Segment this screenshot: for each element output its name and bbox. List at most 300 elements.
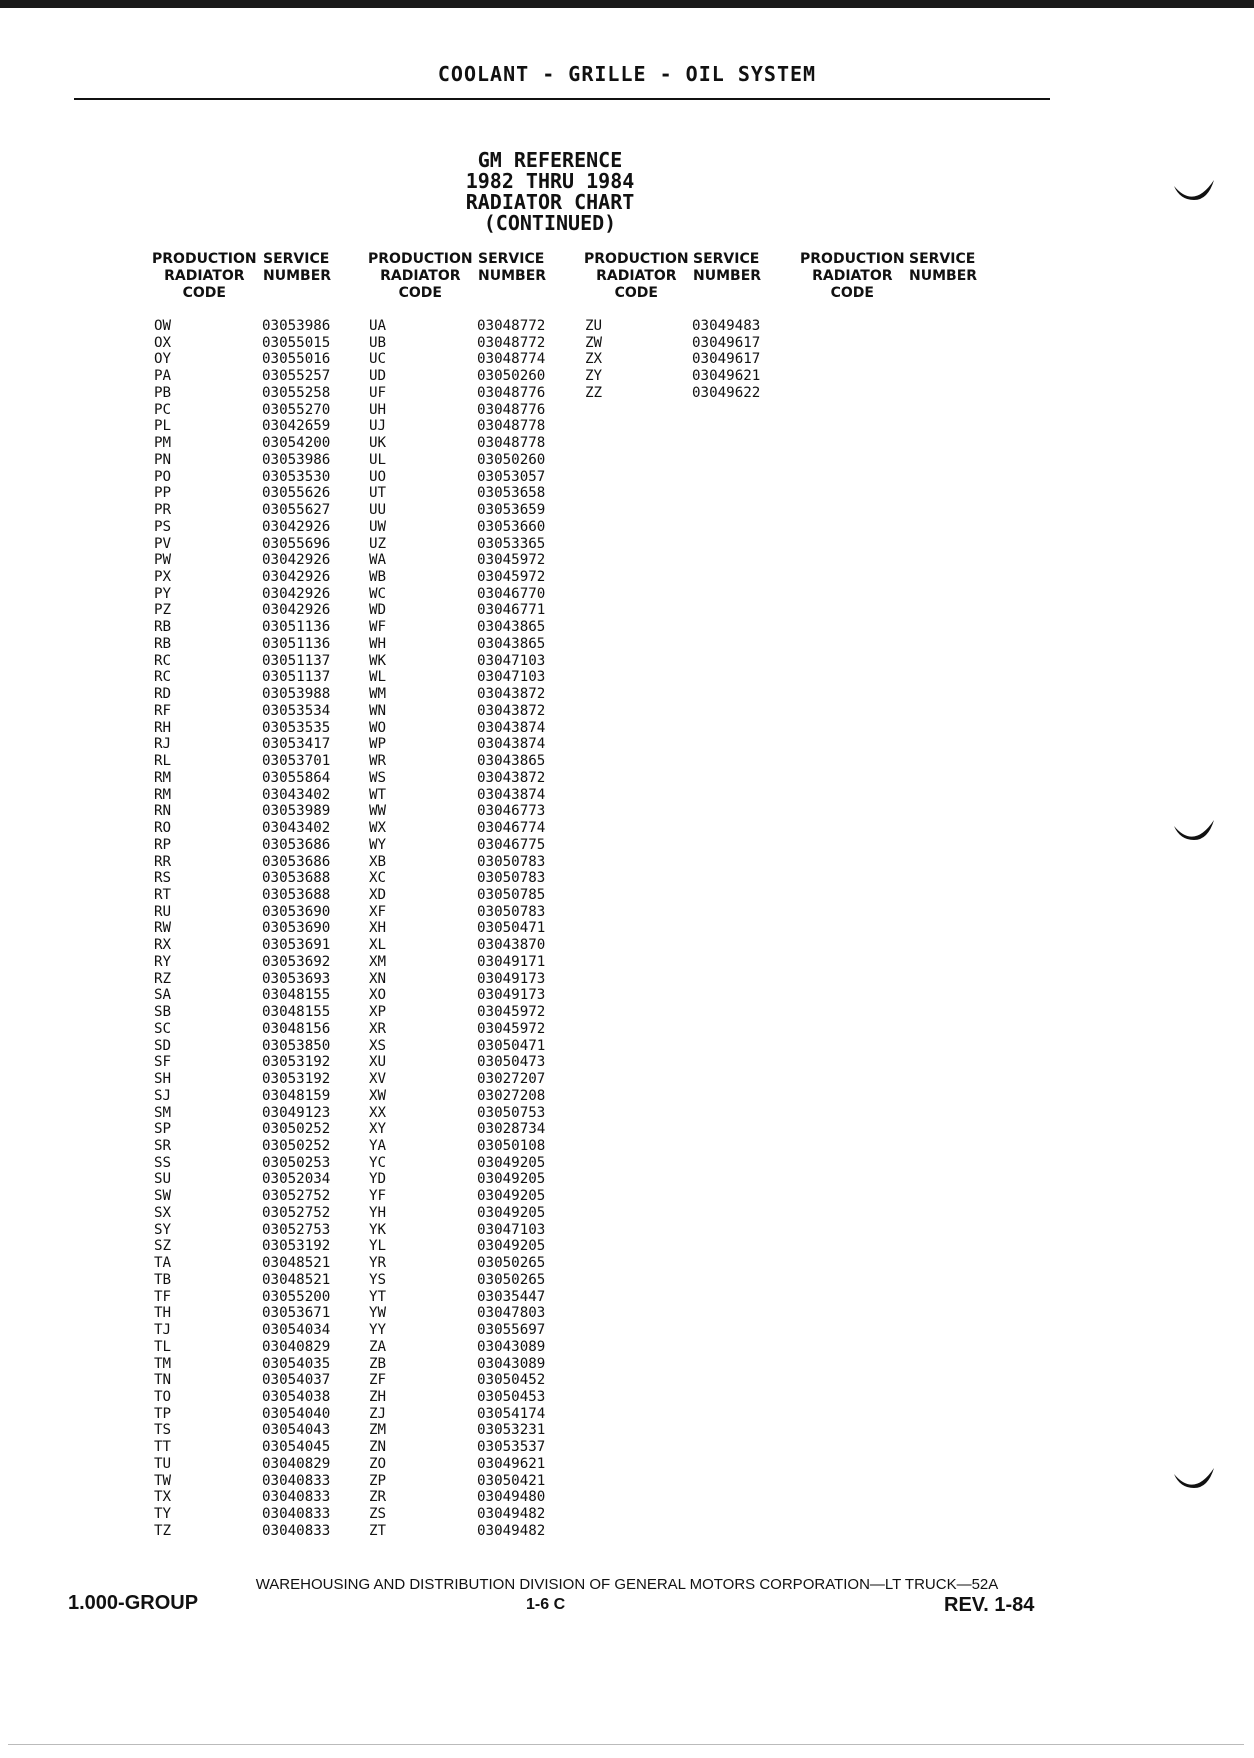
radiator-code-cell: PN (154, 451, 172, 468)
service-number-cell: 03040829 (262, 1338, 331, 1355)
service-number-cell: 03043874 (477, 736, 546, 753)
service-number-cell: 03051136 (262, 619, 331, 636)
service-number-cell: 03050452 (477, 1372, 546, 1389)
service-number-cell: 03050471 (477, 920, 546, 937)
service-number-cell: 03047803 (477, 1305, 546, 1322)
service-number-cell: 03043402 (262, 786, 331, 803)
service-number-cell: 03053365 (477, 535, 546, 552)
service-number-cell: 03049173 (477, 987, 546, 1004)
radiator-code-cell: WH (369, 635, 387, 652)
radiator-code-cell: RN (154, 803, 172, 820)
radiator-code-cell: WS (369, 769, 387, 786)
top-border (0, 0, 1254, 8)
header-divider (74, 98, 1050, 100)
radiator-code-cell: RO (154, 820, 172, 837)
service-number-cell: 03049205 (477, 1188, 546, 1205)
radiator-code-cell: XO (369, 987, 387, 1004)
radiator-code-cell: OY (154, 351, 172, 368)
radiator-code-cell: TM (154, 1355, 172, 1372)
service-number-cell: 03045972 (477, 1004, 546, 1021)
service-number-cell: 03055626 (262, 485, 331, 502)
radiator-code-cell: XM (369, 953, 387, 970)
radiator-code-cell: RR (154, 853, 172, 870)
service-number-cell: 03054200 (262, 435, 331, 452)
col1-codes (154, 318, 171, 1540)
service-number-cell: 03042926 (262, 569, 331, 586)
radiator-code-cell: PO (154, 468, 172, 485)
service-number-cell: 03055864 (262, 769, 331, 786)
service-number-cell: 03042926 (262, 602, 331, 619)
service-number-cell: 03049482 (477, 1522, 546, 1539)
service-number-cell: 03050265 (477, 1271, 546, 1288)
service-number-cell: 03049205 (477, 1154, 546, 1171)
service-number-cell: 03045972 (477, 1020, 546, 1037)
service-number-cell: 03028734 (477, 1121, 546, 1138)
radiator-code-cell: TA (154, 1255, 172, 1272)
service-number-cell: 03050421 (477, 1472, 546, 1489)
service-number-cell: 03048772 (477, 318, 546, 334)
radiator-code-cell: WW (369, 803, 387, 820)
chart-title-line3: RADIATOR CHART (465, 190, 635, 214)
radiator-code-cell: ZY (585, 368, 603, 385)
service-number-cell: 03049621 (692, 368, 761, 385)
radiator-code-cell: XC (369, 870, 387, 887)
radiator-code-cell: TY (154, 1506, 172, 1523)
radiator-code-cell: SW (154, 1188, 172, 1205)
service-number-cell: 03053192 (262, 1238, 331, 1255)
service-number-cell: 03046774 (477, 820, 546, 837)
radiator-code-cell: SP (154, 1121, 172, 1138)
radiator-code-cell: ZX (585, 351, 603, 368)
radiator-code-cell: YY (369, 1322, 387, 1339)
service-number-cell: 03049622 (692, 384, 761, 401)
radiator-code-cell: WR (369, 753, 387, 770)
service-number-cell: 03047103 (477, 652, 546, 669)
radiator-code-cell: RU (154, 903, 172, 920)
radiator-code-cell: RY (154, 953, 172, 970)
radiator-code-cell: XB (369, 853, 387, 870)
service-number-cell: 03050783 (477, 903, 546, 920)
service-number-cell: 03055015 (262, 334, 331, 351)
service-number-cell: 03042926 (262, 552, 331, 569)
production-header-4: PRODUCTION RADIATOR CODE (800, 251, 905, 301)
production-header-1: PRODUCTION RADIATOR CODE (152, 251, 257, 301)
radiator-code-cell: SB (154, 1004, 172, 1021)
radiator-code-cell: WF (369, 619, 387, 636)
radiator-code-cell: UA (369, 318, 387, 334)
footer-revision: REV. 1-84 (944, 1594, 1035, 1616)
service-number-cell: 03049483 (692, 318, 761, 334)
service-number-cell: 03053692 (262, 953, 331, 970)
service-number-cell: 03050785 (477, 886, 546, 903)
radiator-code-cell: XR (369, 1020, 387, 1037)
radiator-code-cell: SH (154, 1071, 172, 1088)
radiator-code-cell: UZ (369, 535, 387, 552)
radiator-code-cell: XY (369, 1121, 387, 1138)
service-number-cell: 03051137 (262, 652, 331, 669)
radiator-code-cell: PP (154, 485, 172, 502)
radiator-code-cell: XN (369, 970, 387, 987)
radiator-code-cell: WA (369, 552, 387, 569)
radiator-code-cell: RB (154, 635, 172, 652)
service-number-cell: 03052752 (262, 1204, 331, 1221)
radiator-code-cell: TW (154, 1472, 172, 1489)
service-number-cell: 03046771 (477, 602, 546, 619)
radiator-code-cell: OW (154, 318, 172, 334)
radiator-code-cell: RF (154, 702, 172, 719)
radiator-code-cell: ZN (369, 1439, 387, 1456)
radiator-code-cell: TX (154, 1489, 172, 1506)
service-number-cell: 03047103 (477, 1221, 546, 1238)
service-number-cell: 03047103 (477, 669, 546, 686)
radiator-code-cell: UF (369, 384, 387, 401)
service-number-cell: 03053057 (477, 468, 546, 485)
service-number-cell: 03052034 (262, 1171, 331, 1188)
radiator-code-cell: TN (154, 1372, 172, 1389)
service-number-cell: 03053989 (262, 803, 331, 820)
radiator-code-cell: SC (154, 1020, 172, 1037)
service-number-cell: 03043402 (262, 820, 331, 837)
radiator-code-cell: YF (369, 1188, 387, 1205)
service-number-cell: 03046775 (477, 836, 546, 853)
service-number-cell: 03049171 (477, 953, 546, 970)
chart-title-line2: 1982 THRU 1984 (465, 169, 635, 193)
footer-group: 1.000-GROUP (68, 1592, 199, 1614)
radiator-code-cell: UL (369, 451, 387, 468)
radiator-code-cell: RM (154, 786, 172, 803)
service-number-cell: 03042659 (262, 418, 331, 435)
service-number-cell: 03053535 (262, 719, 331, 736)
page-title: COOLANT - GRILLE - OIL SYSTEM (437, 62, 817, 86)
radiator-code-cell: TO (154, 1389, 172, 1405)
col1-numbers (262, 318, 330, 1540)
radiator-code-cell: XS (369, 1037, 387, 1054)
service-number-cell: 03049482 (477, 1506, 546, 1523)
service-number-cell: 03055270 (262, 401, 331, 418)
radiator-code-cell: WD (369, 602, 387, 619)
service-number-cell: 03050453 (477, 1389, 546, 1405)
radiator-code-cell: UJ (369, 418, 387, 435)
service-number-cell: 03050473 (477, 1054, 546, 1071)
service-number-cell: 03054045 (262, 1439, 331, 1456)
footer-division-line: WAREHOUSING AND DISTRIBUTION DIVISION OF GENERAL MOTORS CORPORATION—LT TRUCK—52A (255, 1576, 999, 1593)
radiator-code-cell: SJ (154, 1087, 172, 1104)
chart-title-line1: GM REFERENCE (477, 148, 623, 172)
service-number-cell: 03053986 (262, 318, 331, 334)
service-number-cell: 03040833 (262, 1522, 331, 1539)
radiator-code-cell: UT (369, 485, 387, 502)
service-header-1: SERVICE NUMBER (263, 251, 332, 284)
service-number-cell: 03054174 (477, 1405, 546, 1422)
radiator-code-cell: TT (154, 1439, 172, 1456)
service-number-cell: 03053192 (262, 1054, 331, 1071)
radiator-code-cell: XV (369, 1071, 387, 1088)
service-number-cell: 03053660 (477, 518, 546, 535)
service-header-3: SERVICE NUMBER (693, 251, 762, 284)
radiator-code-cell: SR (154, 1137, 172, 1154)
service-number-cell: 03048774 (477, 351, 546, 368)
service-number-cell: 03053658 (477, 485, 546, 502)
service-number-cell: 03055200 (262, 1288, 331, 1305)
radiator-code-cell: XX (369, 1104, 387, 1121)
radiator-code-cell: PX (154, 569, 172, 586)
radiator-code-cell: YH (369, 1204, 387, 1221)
service-number-cell: 03053192 (262, 1071, 331, 1088)
bottom-edge-line (8, 1744, 1244, 1745)
service-number-cell: 03055627 (262, 502, 331, 519)
service-number-cell: 03054043 (262, 1422, 331, 1439)
radiator-code-cell: ZM (369, 1422, 387, 1439)
radiator-code-cell: RB (154, 619, 172, 636)
radiator-code-cell: WP (369, 736, 387, 753)
service-number-cell: 03053690 (262, 920, 331, 937)
service-number-cell: 03048521 (262, 1255, 331, 1272)
binder-hole-mark (1170, 816, 1218, 844)
service-number-cell: 03046770 (477, 585, 546, 602)
service-number-cell: 03040829 (262, 1455, 331, 1472)
radiator-code-cell: PY (154, 585, 172, 602)
service-number-cell: 03035447 (477, 1288, 546, 1305)
radiator-code-cell: XL (369, 937, 387, 954)
service-number-cell: 03049173 (477, 970, 546, 987)
service-number-cell: 03048155 (262, 987, 331, 1004)
service-number-cell: 03043874 (477, 719, 546, 736)
radiator-code-cell: RZ (154, 970, 172, 987)
service-number-cell: 03049617 (692, 334, 761, 351)
radiator-code-cell: RJ (154, 736, 172, 753)
service-header-2: SERVICE NUMBER (478, 251, 547, 284)
service-number-cell: 03053686 (262, 836, 331, 853)
radiator-code-cell: TU (154, 1455, 172, 1472)
radiator-code-cell: WL (369, 669, 387, 686)
service-number-cell: 03053850 (262, 1037, 331, 1054)
radiator-code-cell: ZP (369, 1472, 387, 1489)
service-number-cell: 03053691 (262, 937, 331, 954)
service-number-cell: 03054035 (262, 1355, 331, 1372)
service-number-cell: 03053686 (262, 853, 331, 870)
radiator-code-cell: SA (154, 987, 172, 1004)
service-number-cell: 03043865 (477, 753, 546, 770)
radiator-code-cell: RW (154, 920, 172, 937)
radiator-code-cell: ZU (585, 318, 603, 334)
radiator-code-cell: TL (154, 1338, 172, 1355)
service-number-cell: 03049205 (477, 1204, 546, 1221)
service-number-cell: 03045972 (477, 569, 546, 586)
service-number-cell: 03050108 (477, 1137, 546, 1154)
radiator-code-cell: WO (369, 719, 387, 736)
footer-page-number: 1-6 C (526, 1596, 566, 1613)
radiator-code-cell: ZR (369, 1489, 387, 1506)
radiator-code-cell: RP (154, 836, 172, 853)
radiator-code-cell: YR (369, 1255, 387, 1272)
radiator-code-cell: UO (369, 468, 387, 485)
radiator-code-cell: PM (154, 435, 172, 452)
service-number-cell: 03050252 (262, 1137, 331, 1154)
radiator-code-cell: PS (154, 518, 172, 535)
radiator-code-cell: UD (369, 368, 387, 385)
radiator-code-cell: WB (369, 569, 387, 586)
radiator-code-cell: PR (154, 502, 172, 519)
radiator-code-cell: YW (369, 1305, 387, 1322)
radiator-code-cell: RS (154, 870, 172, 887)
radiator-code-cell: WX (369, 820, 387, 837)
service-number-cell: 03048521 (262, 1271, 331, 1288)
radiator-code-cell: RL (154, 753, 172, 770)
service-number-cell: 03048776 (477, 384, 546, 401)
service-number-cell: 03040833 (262, 1489, 331, 1506)
radiator-code-cell: RM (154, 769, 172, 786)
radiator-code-cell: TP (154, 1405, 172, 1422)
service-number-cell: 03053690 (262, 903, 331, 920)
service-number-cell: 03055016 (262, 351, 331, 368)
radiator-code-cell: TS (154, 1422, 172, 1439)
service-number-cell: 03053537 (477, 1439, 546, 1456)
service-number-cell: 03048778 (477, 435, 546, 452)
service-number-cell: 03053417 (262, 736, 331, 753)
service-number-cell: 03054038 (262, 1389, 331, 1405)
service-number-cell: 03048159 (262, 1087, 331, 1104)
radiator-code-cell: ZW (585, 334, 603, 351)
service-number-cell: 03043089 (477, 1355, 546, 1372)
service-number-cell: 03054040 (262, 1405, 331, 1422)
service-number-cell: 03050783 (477, 853, 546, 870)
service-number-cell: 03048772 (477, 334, 546, 351)
radiator-code-cell: SX (154, 1204, 172, 1221)
radiator-code-cell: TZ (154, 1522, 172, 1539)
radiator-code-cell: XU (369, 1054, 387, 1071)
radiator-code-cell: XP (369, 1004, 387, 1021)
radiator-code-cell: YS (369, 1271, 387, 1288)
service-number-cell: 03053659 (477, 502, 546, 519)
radiator-code-cell: YA (369, 1137, 387, 1154)
radiator-code-cell: XF (369, 903, 387, 920)
radiator-code-cell: PC (154, 401, 172, 418)
radiator-code-cell: PL (154, 418, 172, 435)
radiator-code-cell: YD (369, 1171, 387, 1188)
service-number-cell: 03050783 (477, 870, 546, 887)
service-number-cell: 03050260 (477, 451, 546, 468)
radiator-code-cell: RX (154, 937, 172, 954)
radiator-code-cell: SY (154, 1221, 172, 1238)
service-number-cell: 03050252 (262, 1121, 331, 1138)
radiator-code-cell: TH (154, 1305, 172, 1322)
service-number-cell: 03052752 (262, 1188, 331, 1205)
radiator-code-cell: PB (154, 384, 172, 401)
radiator-code-cell: YC (369, 1154, 387, 1171)
radiator-code-cell: WC (369, 585, 387, 602)
service-number-cell: 03053671 (262, 1305, 331, 1322)
service-number-cell: 03043872 (477, 769, 546, 786)
radiator-code-cell: UH (369, 401, 387, 418)
service-number-cell: 03043089 (477, 1338, 546, 1355)
radiator-code-cell: TB (154, 1271, 172, 1288)
chart-title (400, 150, 700, 234)
radiator-code-cell: WY (369, 836, 387, 853)
service-number-cell: 03053231 (477, 1422, 546, 1439)
service-number-cell: 03049205 (477, 1171, 546, 1188)
col3-codes (585, 318, 602, 402)
binder-hole-mark (1170, 176, 1218, 204)
radiator-code-cell: TF (154, 1288, 172, 1305)
service-header-4: SERVICE NUMBER (909, 251, 978, 284)
radiator-code-cell: ZZ (585, 384, 603, 401)
service-number-cell: 03054034 (262, 1322, 331, 1339)
service-number-cell: 03043870 (477, 937, 546, 954)
radiator-code-cell: XW (369, 1087, 387, 1104)
radiator-code-cell: SF (154, 1054, 172, 1071)
production-header-2: PRODUCTION RADIATOR CODE (368, 251, 473, 301)
service-number-cell: 03053986 (262, 451, 331, 468)
service-number-cell: 03050265 (477, 1255, 546, 1272)
radiator-code-cell: TJ (154, 1322, 172, 1339)
col2-numbers (477, 318, 545, 1540)
radiator-code-cell: UU (369, 502, 387, 519)
service-number-cell: 03050753 (477, 1104, 546, 1121)
service-number-cell: 03053530 (262, 468, 331, 485)
service-number-cell: 03055257 (262, 368, 331, 385)
service-number-cell: 03053688 (262, 886, 331, 903)
service-number-cell: 03048778 (477, 418, 546, 435)
radiator-code-cell: ZA (369, 1338, 387, 1355)
binder-hole-mark (1170, 1464, 1218, 1492)
service-number-cell: 03053693 (262, 970, 331, 987)
service-number-cell: 03049123 (262, 1104, 331, 1121)
radiator-code-cell: UB (369, 334, 387, 351)
service-number-cell: 03055258 (262, 384, 331, 401)
service-number-cell: 03046773 (477, 803, 546, 820)
service-number-cell: 03049480 (477, 1489, 546, 1506)
radiator-code-cell: OX (154, 334, 172, 351)
service-number-cell: 03049621 (477, 1455, 546, 1472)
service-number-cell: 03053988 (262, 686, 331, 703)
radiator-code-cell: ZH (369, 1389, 387, 1405)
service-number-cell: 03042926 (262, 518, 331, 535)
col2-codes (369, 318, 386, 1540)
radiator-code-cell: ZJ (369, 1405, 387, 1422)
radiator-code-cell: PW (154, 552, 172, 569)
radiator-code-cell: SS (154, 1154, 172, 1171)
service-number-cell: 03048776 (477, 401, 546, 418)
radiator-code-cell: SZ (154, 1238, 172, 1255)
radiator-code-cell: ZF (369, 1372, 387, 1389)
radiator-code-cell: UC (369, 351, 387, 368)
service-number-cell: 03051137 (262, 669, 331, 686)
service-number-cell: 03050253 (262, 1154, 331, 1171)
radiator-code-cell: ZO (369, 1455, 387, 1472)
radiator-code-cell: RD (154, 686, 172, 703)
chart-title-line4: (CONTINUED) (483, 211, 617, 235)
service-number-cell: 03043865 (477, 619, 546, 636)
radiator-code-cell: XD (369, 886, 387, 903)
service-number-cell: 03050471 (477, 1037, 546, 1054)
radiator-code-cell: YL (369, 1238, 387, 1255)
production-header-3: PRODUCTION RADIATOR CODE (584, 251, 689, 301)
service-number-cell: 03051136 (262, 635, 331, 652)
radiator-code-cell: WN (369, 702, 387, 719)
radiator-code-cell: SD (154, 1037, 172, 1054)
radiator-code-cell: WT (369, 786, 387, 803)
service-number-cell: 03045972 (477, 552, 546, 569)
service-number-cell: 03027208 (477, 1087, 546, 1104)
radiator-code-cell: SM (154, 1104, 172, 1121)
col3-numbers (692, 318, 760, 402)
service-number-cell: 03054037 (262, 1372, 331, 1389)
radiator-code-cell: XH (369, 920, 387, 937)
service-number-cell: 03053534 (262, 702, 331, 719)
service-number-cell: 03055696 (262, 535, 331, 552)
radiator-code-cell: PA (154, 368, 172, 385)
radiator-code-cell: RT (154, 886, 172, 903)
